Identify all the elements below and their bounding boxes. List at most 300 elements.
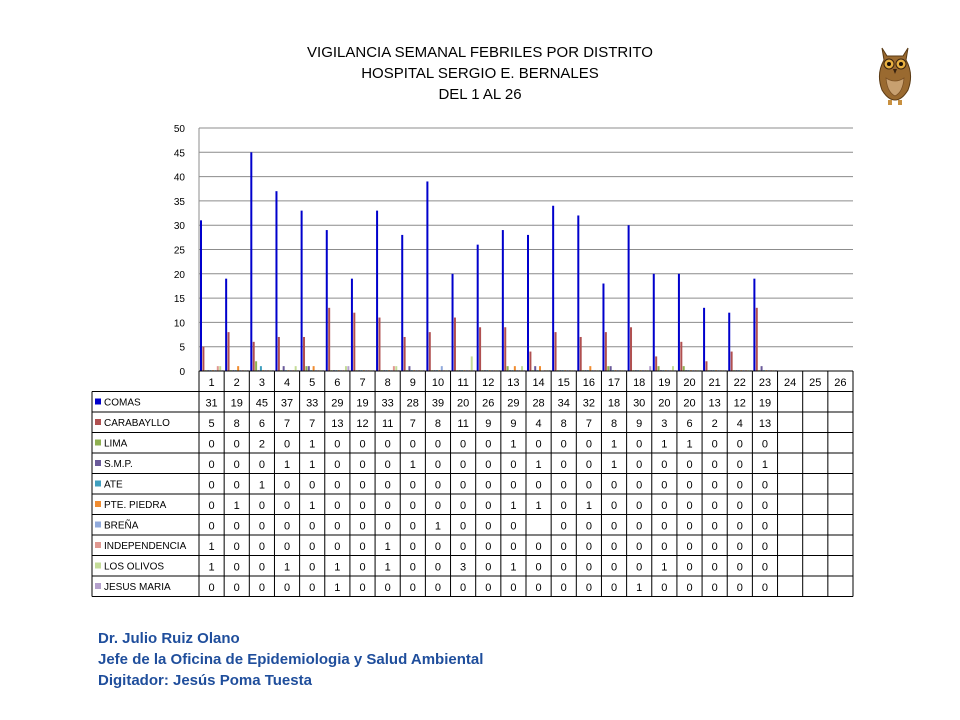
bar: [539, 366, 541, 371]
data-label: 0: [636, 561, 643, 574]
x-tick-label: 21: [708, 377, 721, 389]
bar: [255, 361, 257, 371]
bar: [301, 211, 303, 371]
data-label: 1: [510, 561, 517, 574]
data-label: 1: [636, 582, 643, 594]
y-tick-label: 45: [173, 148, 185, 160]
data-label: 0: [510, 479, 517, 492]
data-label: 0: [409, 500, 416, 512]
data-label: 3: [661, 418, 668, 430]
data-label: 0: [761, 561, 769, 574]
bar: [308, 366, 310, 371]
bar: [219, 366, 221, 371]
bar: [228, 332, 230, 371]
data-label: 1: [384, 561, 391, 574]
bar: [705, 361, 707, 371]
bar: [728, 313, 730, 371]
data-label: 0: [711, 438, 718, 451]
data-label: 8: [610, 418, 618, 430]
bar: [678, 274, 680, 371]
data-label: 0: [434, 500, 442, 512]
bar: [507, 366, 509, 371]
data-label: 0: [661, 541, 668, 553]
bar: [401, 235, 403, 371]
data-label: 12: [356, 418, 369, 430]
bar: [237, 366, 239, 371]
data-label: 0: [208, 582, 215, 594]
footer-role: Jefe de la Oficina de Epidemiologia y Salud Ambiental: [98, 651, 484, 668]
data-label: 0: [460, 459, 467, 471]
bar: [353, 313, 355, 371]
data-label: 8: [560, 418, 567, 430]
x-tick-label: 7: [359, 377, 366, 389]
data-label: 1: [283, 459, 291, 471]
bar: [761, 366, 763, 371]
data-label: 1: [535, 459, 542, 471]
data-label: 0: [686, 500, 693, 512]
x-tick-label: 2: [233, 377, 240, 389]
data-label: 11: [457, 418, 469, 430]
data-label: 0: [661, 459, 668, 471]
data-label: 0: [761, 500, 769, 512]
legend-label: BREÑA: [104, 520, 139, 532]
bar: [534, 366, 536, 371]
bar: [328, 308, 330, 371]
data-label: 0: [560, 459, 567, 471]
data-label: 0: [258, 500, 265, 512]
data-label: 0: [460, 500, 467, 512]
data-label: 0: [334, 541, 341, 553]
data-label: 0: [258, 520, 265, 533]
data-label: 29: [331, 397, 344, 410]
legend-label: COMAS: [104, 397, 141, 409]
data-label: 0: [359, 479, 366, 492]
data-label: 2: [258, 438, 265, 451]
bar: [602, 284, 604, 371]
legend-label: PTE. PIEDRA: [104, 500, 167, 511]
data-label: 0: [233, 479, 240, 492]
legend-swatch: [95, 501, 101, 507]
bar: [200, 220, 202, 371]
data-label: 5: [208, 418, 215, 430]
data-label: 4: [535, 418, 542, 430]
x-tick-label: 22: [733, 377, 746, 389]
legend-swatch: [95, 440, 101, 446]
legend-label: INDEPENDENCIA: [104, 541, 187, 552]
data-label: 0: [610, 479, 618, 492]
data-label: 0: [485, 582, 492, 594]
data-label: 0: [460, 438, 467, 451]
bar: [577, 215, 579, 371]
data-label: 0: [686, 582, 693, 594]
legend-label: LIMA: [104, 438, 128, 450]
data-label: 0: [485, 459, 492, 471]
bar: [426, 181, 428, 371]
data-label: 0: [283, 520, 291, 533]
data-label: 0: [560, 479, 567, 492]
data-label: 0: [510, 459, 517, 471]
footer-author: Dr. Julio Ruiz Olano: [98, 630, 240, 647]
data-label: 0: [585, 582, 592, 594]
data-label: 0: [233, 541, 240, 553]
data-label: 0: [686, 479, 693, 492]
bar: [454, 318, 456, 371]
data-label: 0: [208, 500, 215, 512]
bar: [347, 366, 349, 371]
data-label: 0: [736, 438, 743, 451]
x-tick-label: 23: [758, 377, 772, 389]
bar: [527, 235, 529, 371]
data-label: 0: [208, 479, 215, 492]
data-label: 0: [359, 561, 366, 574]
data-label: 0: [585, 459, 592, 471]
data-label: 1: [334, 582, 341, 594]
legend-swatch: [95, 399, 101, 405]
data-label: 0: [283, 500, 291, 512]
data-label: 20: [456, 397, 470, 410]
data-label: 29: [507, 397, 520, 410]
data-label: 7: [283, 418, 291, 430]
y-tick-label: 5: [179, 342, 185, 354]
data-label: 0: [309, 582, 316, 594]
legend-swatch: [95, 522, 101, 528]
data-label: 0: [309, 520, 316, 533]
x-tick-label: 19: [658, 377, 671, 389]
data-label: 0: [409, 561, 416, 574]
data-label: 0: [233, 582, 240, 594]
data-label: 1: [384, 541, 391, 553]
x-tick-label: 10: [431, 377, 445, 389]
data-label: 0: [409, 582, 416, 594]
data-label: 0: [283, 438, 291, 451]
data-label: 11: [381, 418, 394, 430]
data-label: 0: [283, 479, 291, 492]
data-label: 0: [208, 520, 215, 533]
data-label: 0: [208, 459, 215, 471]
data-label: 0: [434, 561, 442, 574]
data-label: 0: [736, 541, 743, 553]
bar: [502, 230, 504, 371]
y-tick-label: 15: [173, 294, 185, 306]
data-label: 0: [711, 459, 718, 471]
data-label: 19: [758, 397, 772, 410]
data-label: 0: [560, 438, 567, 451]
bar: [275, 191, 277, 371]
data-label: 0: [309, 561, 316, 574]
data-label: 0: [359, 582, 366, 594]
bar: [552, 206, 554, 371]
bar: [649, 366, 651, 371]
title-line-2: HOSPITAL SERGIO E. BERNALES: [361, 65, 599, 82]
bar: [610, 366, 612, 371]
y-tick-label: 35: [173, 196, 185, 208]
data-label: 1: [661, 438, 668, 451]
x-tick-label: 11: [457, 377, 469, 389]
bar: [395, 366, 397, 371]
x-tick-label: 1: [208, 377, 215, 389]
data-label: 9: [510, 418, 517, 430]
data-label: 0: [485, 500, 492, 512]
data-label: 33: [306, 397, 319, 410]
x-tick-label: 17: [607, 377, 621, 389]
data-label: 0: [711, 479, 718, 492]
data-label: 0: [233, 561, 240, 574]
data-label: 33: [381, 397, 394, 410]
data-label: 0: [585, 561, 592, 574]
data-label: 31: [205, 397, 218, 410]
data-label: 0: [384, 500, 391, 512]
bar: [580, 337, 582, 371]
data-label: 0: [233, 520, 240, 533]
x-tick-label: 15: [557, 377, 570, 389]
data-label: 20: [658, 397, 671, 410]
x-tick-label: 18: [633, 377, 646, 389]
data-label: 0: [686, 541, 693, 553]
data-label: 0: [736, 479, 743, 492]
data-label: 28: [406, 397, 419, 410]
legend-swatch: [95, 563, 101, 569]
footer-typist: Digitador: Jesús Poma Tuesta: [98, 672, 312, 689]
legend-label: CARABAYLLO: [104, 418, 170, 429]
data-label: 0: [761, 541, 769, 553]
data-label: 1: [510, 438, 517, 451]
bar: [393, 366, 395, 371]
legend-swatch: [95, 583, 101, 589]
data-label: 0: [686, 561, 693, 574]
data-label: 0: [661, 479, 668, 492]
data-label: 0: [208, 438, 215, 451]
bar: [283, 366, 285, 371]
x-tick-label: 3: [258, 377, 265, 389]
data-label: 1: [585, 500, 592, 512]
data-label: 0: [460, 479, 467, 492]
data-label: 0: [434, 459, 442, 471]
data-label: 0: [359, 459, 366, 471]
x-tick-label: 20: [683, 377, 696, 389]
data-label: 0: [585, 541, 592, 553]
data-label: 1: [610, 459, 618, 471]
legend-label: S.M.P.: [104, 459, 133, 470]
data-label: 0: [283, 541, 291, 553]
data-label: 1: [761, 459, 769, 471]
data-label: 1: [434, 520, 442, 533]
data-table: [92, 371, 853, 597]
bar: [477, 245, 479, 371]
data-label: 32: [582, 397, 596, 410]
data-label: 3: [460, 561, 467, 574]
data-label: 0: [510, 541, 517, 553]
bar: [404, 337, 406, 371]
data-label: 0: [661, 520, 668, 533]
data-label: 0: [585, 520, 592, 533]
data-label: 0: [711, 520, 718, 533]
data-label: 0: [409, 479, 416, 492]
y-tick-label: 50: [173, 124, 185, 135]
data-label: 0: [309, 479, 316, 492]
data-label: 13: [758, 418, 772, 430]
data-label: 6: [258, 418, 265, 430]
bar: [680, 342, 682, 371]
data-label: 0: [610, 582, 618, 594]
bar-series: [200, 152, 777, 371]
bar: [529, 352, 531, 371]
data-label: 12: [733, 397, 746, 410]
data-label: 0: [535, 438, 542, 451]
data-label: 1: [309, 500, 316, 512]
data-label: 0: [661, 582, 668, 594]
bar: [683, 366, 685, 371]
data-label: 0: [384, 582, 391, 594]
data-label: 0: [334, 459, 341, 471]
x-tick-label: 12: [482, 377, 495, 389]
bar: [378, 318, 380, 371]
bar: [653, 274, 655, 371]
data-label: 0: [761, 479, 769, 492]
data-label: 1: [535, 500, 542, 512]
data-label: 7: [585, 418, 592, 430]
bar: [313, 366, 315, 371]
data-label: 0: [761, 582, 769, 594]
data-label: 0: [434, 479, 442, 492]
data-label: 0: [434, 541, 442, 553]
data-label: 0: [686, 520, 693, 533]
data-label: 0: [560, 541, 567, 553]
data-label: 7: [309, 418, 316, 430]
data-label: 0: [711, 541, 718, 553]
data-label: 26: [482, 397, 495, 410]
legend-label: LOS OLIVOS: [104, 561, 165, 573]
data-label: 28: [532, 397, 545, 410]
data-label: 19: [230, 397, 243, 410]
data-label: 0: [384, 438, 391, 451]
bar: [703, 308, 705, 371]
data-label: 0: [736, 561, 743, 574]
data-label: 0: [233, 438, 240, 451]
data-label: 0: [711, 582, 718, 594]
bar: [753, 279, 755, 371]
bar: [303, 337, 305, 371]
bar: [471, 356, 473, 371]
data-label: 18: [607, 397, 621, 410]
x-tick-label: 6: [334, 377, 341, 389]
bar: [452, 274, 454, 371]
data-label: 0: [686, 459, 693, 471]
x-tick-label: 24: [783, 377, 797, 389]
data-label: 0: [409, 541, 416, 553]
data-label: 13: [331, 418, 344, 430]
data-label: 0: [359, 438, 366, 451]
data-label: 0: [233, 459, 240, 471]
y-tick-label: 10: [173, 318, 185, 330]
bar: [217, 366, 219, 371]
bar: [630, 327, 632, 371]
footer: [98, 628, 483, 691]
data-label: 0: [384, 479, 391, 492]
data-label: 9: [636, 418, 643, 430]
bar: [305, 366, 307, 371]
bar: [202, 347, 204, 371]
legend-label: ATE: [104, 479, 123, 491]
y-tick-label: 0: [179, 367, 185, 378]
data-label: 2: [711, 418, 718, 430]
data-label: 0: [636, 500, 643, 512]
data-label: 1: [258, 479, 265, 492]
data-label: 0: [636, 459, 643, 471]
data-label: 37: [280, 397, 294, 410]
data-label: 0: [384, 520, 391, 533]
x-tick-label: 8: [384, 377, 391, 389]
data-label: 0: [761, 438, 769, 451]
data-label: 1: [686, 438, 693, 451]
data-label: 0: [585, 479, 592, 492]
data-label: 39: [431, 397, 445, 410]
y-tick-label: 25: [173, 245, 185, 257]
legend-swatch: [95, 419, 101, 425]
bar: [756, 308, 758, 371]
data-label: 0: [434, 582, 442, 594]
data-label: 0: [636, 438, 643, 451]
data-label: 1: [334, 561, 341, 574]
data-label: 0: [309, 541, 316, 553]
data-label: 0: [384, 459, 391, 471]
y-tick-label: 30: [173, 221, 185, 233]
data-label: 0: [434, 438, 442, 451]
data-label: 0: [485, 438, 492, 451]
bar: [441, 366, 443, 371]
data-label: 0: [409, 520, 416, 533]
data-label: 1: [409, 459, 416, 471]
x-tick-label: 4: [283, 377, 291, 389]
data-label: 0: [258, 582, 265, 594]
x-tick-label: 5: [309, 377, 316, 389]
data-label: 0: [258, 541, 265, 553]
data-label: 0: [560, 582, 567, 594]
data-label: 0: [485, 520, 492, 533]
bar: [658, 366, 660, 371]
data-label: 0: [736, 500, 743, 512]
data-label: 8: [233, 418, 240, 430]
bar: [479, 327, 481, 371]
legend-swatch: [95, 542, 101, 548]
data-label: 1: [208, 541, 215, 553]
data-label: 34: [557, 397, 570, 410]
data-label: 0: [736, 459, 743, 471]
data-label: 0: [258, 459, 265, 471]
data-label: 0: [460, 520, 467, 533]
data-label: 0: [560, 500, 567, 512]
x-tick-label: 16: [582, 377, 596, 389]
bar: [295, 366, 297, 371]
data-label: 0: [610, 541, 618, 553]
data-label: 0: [610, 561, 618, 574]
data-label: 0: [258, 561, 265, 574]
data-label: 0: [409, 438, 416, 451]
bar: [589, 366, 591, 371]
data-label: 1: [233, 500, 240, 512]
bar: [504, 327, 506, 371]
x-tick-label: 14: [532, 377, 545, 389]
data-label: 0: [610, 520, 618, 533]
data-label: 0: [460, 541, 467, 553]
data-label: 0: [711, 561, 718, 574]
data-label: 0: [636, 520, 643, 533]
data-label: 0: [610, 500, 618, 512]
bar: [326, 230, 328, 371]
bar: [607, 366, 609, 371]
bar: [345, 366, 347, 371]
bar: [605, 332, 607, 371]
bar: [521, 366, 523, 371]
